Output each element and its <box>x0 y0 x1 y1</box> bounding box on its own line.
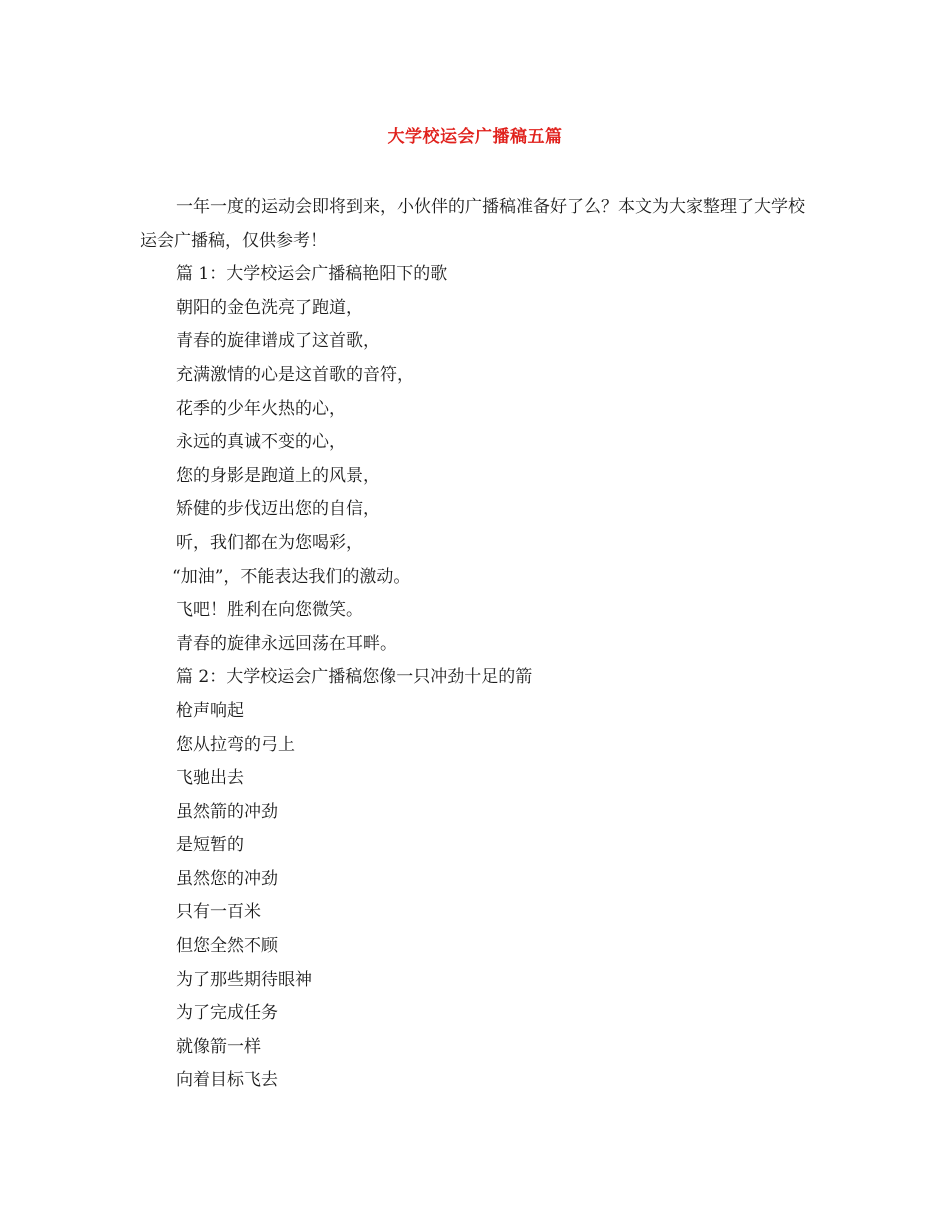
document-title: 大学校运会广播稿五篇 <box>387 127 563 147</box>
section-heading-1: 篇 1：大学校运会广播稿艳阳下的歌 <box>176 264 448 285</box>
poem-line: 矫健的步伐迈出您的自信， <box>176 499 380 520</box>
poem-line: 您从拉弯的弓上 <box>176 734 295 755</box>
poem-line: 虽然箭的冲劲 <box>176 801 278 822</box>
poem-line: 向着目标飞去 <box>176 1070 278 1091</box>
poem-line: 听，我们都在为您喝彩， <box>176 532 363 553</box>
poem-line: 青春的旋律永远回荡在耳畔。 <box>176 633 397 654</box>
poem-line: 枪声响起 <box>176 700 244 721</box>
poem-line: 花季的少年火热的心， <box>176 398 346 419</box>
poem-line: 虽然您的冲劲 <box>176 868 278 889</box>
poem-line: 为了完成任务 <box>176 1003 278 1024</box>
poem-line: 只有一百米 <box>176 902 261 923</box>
poem-line: 青春的旋律谱成了这首歌， <box>176 331 380 352</box>
poem-line: 但您全然不顾 <box>176 936 278 957</box>
poem-line: 飞吧！胜利在向您微笑。 <box>176 600 363 621</box>
poem-line: 充满激情的心是这首歌的音符， <box>176 364 414 385</box>
poem-line: 为了那些期待眼神 <box>176 969 312 990</box>
poem-line: 飞驰出去 <box>176 768 244 789</box>
poem-line: 永远的真诚不变的心， <box>176 432 346 453</box>
poem-line: 就像箭一样 <box>176 1036 261 1057</box>
poem-line: “加油”，不能表达我们的激动。 <box>172 566 411 587</box>
poem-line: 您的身影是跑道上的风景， <box>176 465 380 486</box>
document-body <box>140 191 820 1098</box>
poem-line: 是短暂的 <box>176 835 244 856</box>
intro-paragraph: 一年一度的运动会即将到来，小伙伴的广播稿准备好了么？本文为大家整理了大学校运会广播稿，仅供参考！ <box>140 197 805 251</box>
section-heading-2: 篇 2：大学校运会广播稿您像一只冲劲十足的箭 <box>176 667 533 688</box>
poem-line: 朝阳的金色洗亮了跑道， <box>176 297 363 318</box>
